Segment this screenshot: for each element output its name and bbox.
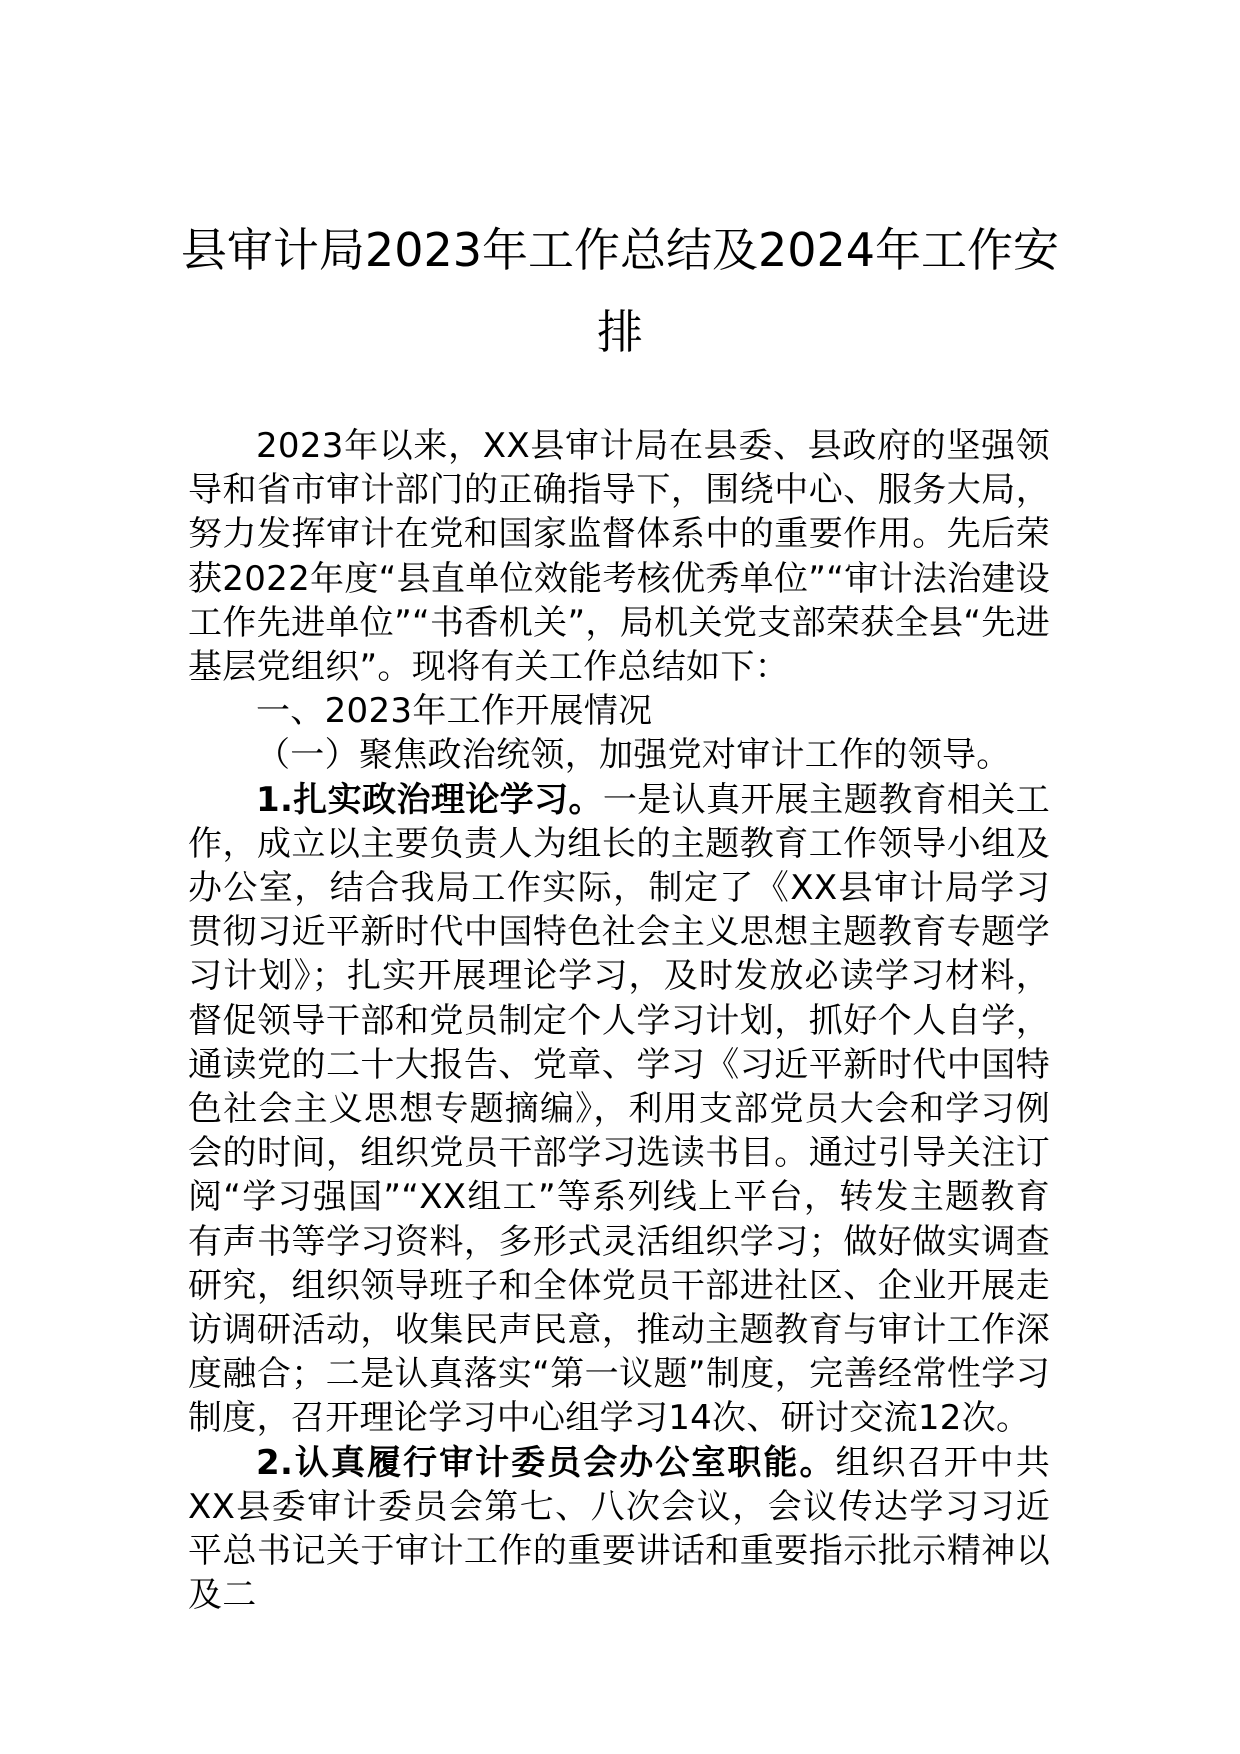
intro-paragraph: 2023年以来，XX县审计局在县委、县政府的坚强领导和省市审计部门的正确指导下，围绕中心、服务大局，努力发挥审计在党和国家监督体系中的重要作用。先后荣获2022年度“县直单位效能考核优秀单位”“审计法治建设工作先进单位”“书香机关”，局机关党支部荣获全县“先进基层党组织”。现将有关工作总结如下： <box>188 426 1050 688</box>
subsection-heading: （一）聚焦政治统领，加强党对审计工作的领导。 <box>256 735 1011 776</box>
item-1-body: 一是认真开展主题教育相关工作，成立以主要负责人为组长的主题教育工作领导小组及办公室，结合我局工作实际，制定了《XX县审计局学习贯彻习近平新时代中国特色社会主义思想主题教育专题学习计划》；扎实开展理论学习，及时发放必读学习材料，督促领导干部和党员制定个人学习计划，抓好个人自学，通读党的二十大报告、党章、学习《习近平新时代中国特色社会主义思想专题摘编》，利用支部党员大会和学习例会的时间，组织党员干部学习选读书目。通过引导关注订阅“学习强国”“XX组工”等系列线上平台，转发主题教育有声书等学习资料，多形式灵活组织学习；做好做实调查研究，组织领导班子和全体党员干部进社区、企业开展走访调研活动，收集民声民意，推动主题教育与审计工作深度融合；二是认真落实“第一议题”制度，完善经常性学习制度，召开理论学习中心组学习14次、研讨交流12次。 <box>188 779 1050 1439</box>
item-1-paragraph <box>188 778 1050 1441</box>
document-title-line-1: 县审计局2023年工作总结及2024年工作安 <box>180 223 1060 277</box>
document-title-line-2: 排 <box>597 305 643 359</box>
item-2-body: 组织召开中共XX县委审计委员会第七、八次会议，会议传达学习习近平总书记关于审计工作的重要讲话和重要指示批示精神以及二 <box>188 1442 1050 1616</box>
document-body <box>188 424 1050 1617</box>
item-2-lead: 2.认真履行审计委员会办公室职能。 <box>256 1442 836 1483</box>
section-heading: 一、2023年工作开展情况 <box>256 691 653 732</box>
item-1-lead: 1.扎实政治理论学习。 <box>256 779 603 820</box>
item-2-paragraph <box>188 1441 1050 1618</box>
